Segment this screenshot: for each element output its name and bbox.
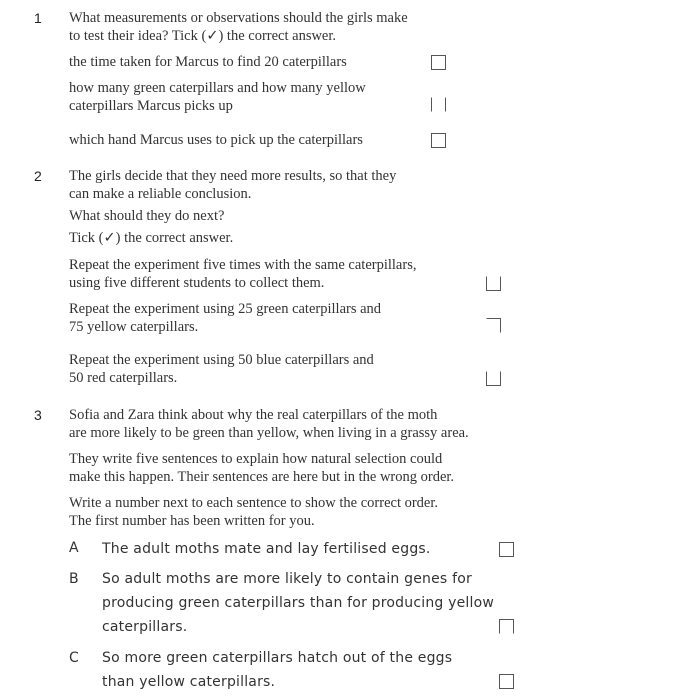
sentence-a-letter: A [69, 540, 79, 556]
q1-option-1-checkbox[interactable] [431, 55, 446, 70]
sentence-b-number-box[interactable] [499, 619, 514, 634]
question-2-prompt-line-1: The girls decide that they need more results, so that they [69, 168, 397, 184]
sentence-c-number-box[interactable] [499, 674, 514, 689]
question-2-instruction-1: What should they do next? [69, 208, 225, 224]
question-3-para-3-line-1: Write a number next to each sentence to show the correct order. [69, 495, 439, 511]
q2-option-2-text-line-1: Repeat the experiment using 25 green caterpillars and [69, 301, 382, 317]
q1-option-3-text: which hand Marcus uses to pick up the caterpillars [69, 132, 363, 148]
q2-option-2-text-line-2: 75 yellow caterpillars. [69, 319, 199, 335]
q1-option-3-checkbox[interactable] [431, 133, 446, 148]
question-1-prompt-line-1: What measurements or observations should the girls make [69, 10, 408, 26]
q2-option-2-checkbox[interactable] [486, 318, 501, 333]
sentence-b-letter: B [69, 571, 79, 587]
q2-option-1-text-line-1: Repeat the experiment five times with the same caterpillars, [69, 257, 417, 273]
question-2-instruction-2: Tick (✓) the correct answer. [69, 230, 234, 246]
sentence-b-text-line-3: caterpillars. [102, 619, 188, 635]
question-3-number: 3 [34, 407, 42, 423]
question-2-number: 2 [34, 168, 42, 184]
sentence-c-text-line-2: than yellow caterpillars. [102, 674, 276, 690]
question-1-prompt-line-2: to test their idea? Tick (✓) the correct answer. [69, 28, 337, 44]
q2-option-3-checkbox[interactable] [486, 371, 501, 386]
q2-option-3-text-line-2: 50 red caterpillars. [69, 370, 178, 386]
sentence-b-text-line-2: producing green caterpillars than for producing yellow [102, 595, 495, 611]
sentence-b-text-line-1: So adult moths are more likely to contain genes for [102, 571, 472, 587]
q1-option-1-text: the time taken for Marcus to find 20 caterpillars [69, 54, 347, 70]
question-3-prompt-line-1: Sofia and Zara think about why the real caterpillars of the moth [69, 407, 438, 423]
q2-option-1-checkbox[interactable] [486, 276, 501, 291]
question-2-prompt-line-2: can make a reliable conclusion. [69, 186, 252, 202]
question-3-para-2-line-1: They write five sentences to explain how natural selection could [69, 451, 443, 467]
sentence-c-letter: C [69, 650, 79, 666]
question-3-para-2-line-2: make this happen. Their sentences are here but in the wrong order. [69, 469, 455, 485]
question-3-para-3-line-2: The first number has been written for you. [69, 513, 315, 529]
question-3-prompt-line-2: are more likely to be green than yellow, when living in a grassy area. [69, 425, 469, 441]
q2-option-1-text-line-2: using five different students to collect them. [69, 275, 325, 291]
question-1-number: 1 [34, 10, 42, 26]
q2-option-3-text-line-1: Repeat the experiment using 50 blue caterpillars and [69, 352, 374, 368]
q1-option-2-text-line-2: caterpillars Marcus picks up [69, 98, 233, 114]
q1-option-2-text-line-1: how many green caterpillars and how many yellow [69, 80, 366, 96]
sentence-c-text-line-1: So more green caterpillars hatch out of the eggs [102, 650, 453, 666]
sentence-a-text: The adult moths mate and lay fertilised eggs. [102, 541, 431, 557]
q1-option-2-checkbox[interactable] [431, 97, 446, 112]
sentence-a-number-box[interactable] [499, 542, 514, 557]
